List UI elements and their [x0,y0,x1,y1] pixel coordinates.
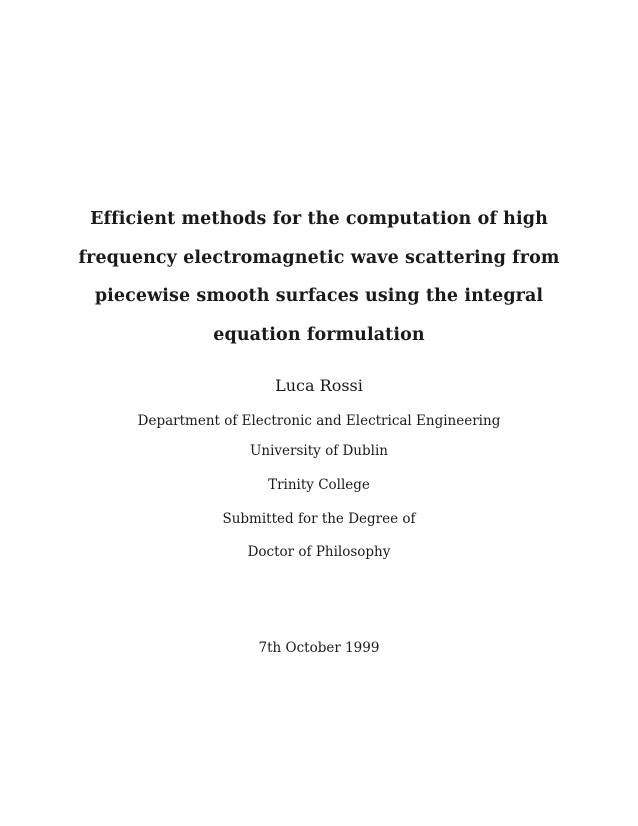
author-name: Luca Rossi [275,376,363,395]
university-name: University of Dublin [250,443,388,459]
title-line-3: piecewise smooth surfaces using the integral [94,286,544,306]
submission-date: 7th October 1999 [258,640,380,656]
submitted-for-text: Submitted for the Degree of [222,511,416,527]
department-name: Department of Electronic and Electrical Engineering [137,413,501,429]
title-line-1: Efficient methods for the computation of high [90,209,548,229]
thesis-title [0,200,638,354]
college-name: Trinity College [268,477,370,493]
title-line-4: equation formulation [213,324,425,345]
degree-name: Doctor of Philosophy [247,544,391,560]
title-line-2: frequency electromagnetic wave scattering from [78,247,560,268]
